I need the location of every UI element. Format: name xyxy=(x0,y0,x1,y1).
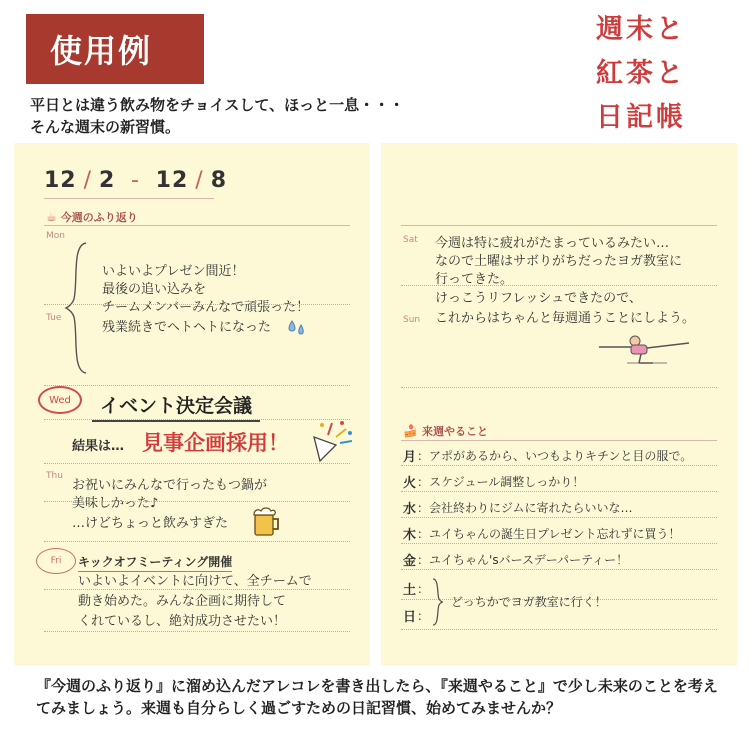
weekend-line: 今週は特に疲れがたまっているみたい… xyxy=(435,236,670,251)
tue-line: 残業続きでヘトヘトになった xyxy=(102,320,272,335)
weekend-todo-text: どっちかでヨガ教室に行く！ xyxy=(451,595,607,609)
todo-item-tue: 火 ： スケジュール調整しっかり！ xyxy=(403,472,584,491)
todo-day: 木 xyxy=(403,528,417,543)
fri-line: 動き始めた。みんな企画に期待して xyxy=(78,594,287,609)
product-title-line: 日記帳 xyxy=(596,102,686,133)
intro-line: 平日とは違う飲み物をチョイスして、ほっと一息・・・ xyxy=(30,96,405,114)
todo-text: 会社終わりにジムに寄れたらいいな… xyxy=(429,501,633,515)
todo-heading-label: 来週やること xyxy=(421,425,488,438)
end-day: 8 xyxy=(210,168,228,193)
brace-icon xyxy=(431,577,445,627)
weekend-line: けっこうリフレッシュできたので、 xyxy=(435,291,642,306)
day-label-sat: Sat xyxy=(403,235,418,245)
todo-heading xyxy=(403,423,488,439)
todo-text: ユイちゃん'sバースデーパーティー！ xyxy=(429,553,629,567)
footer-text: 『今週のふり返り』に溜め込んだアレコレを書き出したら、『来週やること』で少し未来のことを考えてみましょう。来週も自分らしく過ごすための日記習慣、始めてみませんか？ xyxy=(36,677,718,717)
intro-line: そんな週末の新習慣。 xyxy=(30,118,181,136)
todo-item-sat: 土 ： xyxy=(403,579,429,598)
start-day: 2 xyxy=(99,168,116,193)
todo-item-thu: 木 ： ユイちゃんの誕生日プレゼント忘れずに買う！ xyxy=(403,524,681,543)
brace-icon xyxy=(64,241,94,375)
todo-day: 月 xyxy=(403,450,417,465)
day-label-tue: Tue xyxy=(46,313,62,323)
todo-item-mon: 月 ： アポがあるから、いつもよりキチンと目の服で。 xyxy=(403,446,692,465)
todo-item-wed: 水 ： 会社終わりにジムに寄れたらいいな… xyxy=(403,498,633,517)
todo-item-fri: 金 ： ユイちゃん'sバースデーパーティー！ xyxy=(403,550,628,569)
wed-result-value: 見事企画採用！ xyxy=(142,431,289,455)
todo-day: 火 xyxy=(403,476,417,491)
todo-day: 水 xyxy=(403,502,417,517)
start-month: 12 xyxy=(44,168,77,193)
product-title-line: 週末と xyxy=(596,14,686,45)
weekend-line: これからはちゃんと毎週通うことにしよう。 xyxy=(435,311,696,326)
mon-line: いよいよプレゼン間近！ xyxy=(102,264,245,279)
todo-item-sun: 日 ： xyxy=(403,606,429,625)
badge-label: 使用例 xyxy=(50,32,153,70)
day-label-mon: Mon xyxy=(46,231,65,241)
product-title xyxy=(596,8,716,140)
review-heading-label: 今週のふり返り xyxy=(60,211,138,224)
thu-line: …けどちょっと飲みすぎた xyxy=(72,516,229,531)
range-separator: - xyxy=(131,168,140,193)
sweat-drop-icon xyxy=(286,319,308,337)
yoga-figure-icon xyxy=(597,333,693,365)
todo-text: ユイちゃんの誕生日プレゼント忘れずに買う！ xyxy=(429,527,681,541)
todo-text: スケジュール調整しっかり！ xyxy=(429,475,585,489)
todo-day: 土 xyxy=(403,583,417,598)
thu-line: お祝いにみんなで行ったもつ鍋が xyxy=(72,478,268,493)
mon-line: 最後の追い込みを xyxy=(102,282,207,297)
review-heading xyxy=(46,209,138,225)
party-popper-icon xyxy=(306,419,356,469)
fri-line: いよいよイベントに向けて、全チームで xyxy=(78,574,312,589)
end-month: 12 xyxy=(155,168,189,193)
day-label-sun: Sun xyxy=(403,315,421,325)
cake-icon: 🍰 xyxy=(403,424,418,438)
weekend-line: 行ってきた。 xyxy=(435,272,514,287)
weekend-line: なので土曜はサボりがちだったヨガ教室に xyxy=(435,254,683,269)
thu-line: 美味しかった♪ xyxy=(72,496,159,511)
mon-line: チームメンバーみんなで頑張った！ xyxy=(102,300,310,315)
day-label-thu: Thu xyxy=(46,471,63,481)
intro-text xyxy=(30,94,404,138)
todo-text: アポがあるから、いつもよりキチンと目の服で。 xyxy=(429,449,693,463)
beer-mug-icon xyxy=(250,505,284,539)
product-title-line: 紅茶と xyxy=(596,58,686,89)
wed-result-label: 結果は… xyxy=(72,439,125,454)
week-date-range: 12 / 2 - 12 / 8 xyxy=(44,168,228,193)
diary-page-left xyxy=(14,143,370,665)
todo-day: 金 xyxy=(403,554,417,569)
fri-line: くれているし、絶対成功させたい！ xyxy=(78,614,287,629)
todo-day: 日 xyxy=(403,610,417,625)
wed-meeting-title: イベント決定会議 xyxy=(92,391,260,422)
day-label-fri: Fri xyxy=(36,548,76,574)
diary-page-right xyxy=(381,143,737,665)
teacup-icon: ☕ xyxy=(46,210,57,224)
day-label-wed: Wed xyxy=(38,386,82,414)
section-badge xyxy=(26,14,204,84)
fri-kickoff-title: キックオフミーティング開催 xyxy=(78,553,232,572)
